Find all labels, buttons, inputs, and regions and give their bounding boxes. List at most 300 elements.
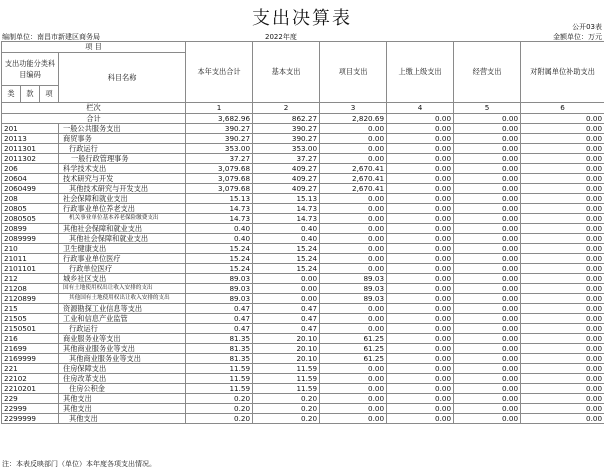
row-value: 0.00	[454, 394, 521, 404]
row-name: 科学技术支出	[59, 164, 186, 174]
row-value: 0.00	[387, 254, 454, 264]
row-value: 0.00	[320, 374, 387, 384]
row-name: 行政事业单位养老支出	[59, 204, 186, 214]
lei-header: 类	[2, 86, 21, 103]
row-code: 2120899	[2, 294, 59, 304]
row-value: 0.00	[521, 394, 604, 404]
row-value: 11.59	[253, 384, 320, 394]
row-value: 0.00	[521, 154, 604, 164]
row-value: 0.00	[521, 274, 604, 284]
row-value: 89.03	[186, 294, 253, 304]
row-name: 其他社会保障和就业支出	[59, 234, 186, 244]
total-label: 合计	[2, 114, 186, 124]
row-code: 208	[2, 194, 59, 204]
table-row	[2, 184, 604, 194]
table-row	[2, 134, 604, 144]
total-value: 2,820.69	[320, 114, 387, 124]
table-row	[2, 364, 604, 374]
row-value: 0.00	[320, 224, 387, 234]
row-code: 22102	[2, 374, 59, 384]
row-value: 0.00	[320, 244, 387, 254]
row-name: 技术研究与开发	[59, 174, 186, 184]
row-code: 20899	[2, 224, 59, 234]
row-name: 住房公积金	[59, 384, 186, 394]
row-value: 0.00	[521, 204, 604, 214]
row-name: 其他商业服务业等支出	[59, 344, 186, 354]
table-row	[2, 284, 604, 294]
row-value: 409.27	[253, 174, 320, 184]
row-value: 0.00	[320, 254, 387, 264]
row-value: 61.25	[320, 334, 387, 344]
row-value: 0.00	[253, 284, 320, 294]
table-row	[2, 384, 604, 394]
row-value: 0.00	[454, 314, 521, 324]
table-row	[2, 214, 604, 224]
row-value: 353.00	[186, 144, 253, 154]
row-value: 0.00	[521, 124, 604, 134]
row-value: 0.00	[320, 194, 387, 204]
row-code: 216	[2, 334, 59, 344]
row-value: 81.35	[186, 354, 253, 364]
row-code: 206	[2, 164, 59, 174]
row-value: 0.47	[253, 314, 320, 324]
row-value: 0.00	[521, 344, 604, 354]
row-value: 0.00	[454, 374, 521, 384]
project-header: 项 目	[2, 42, 186, 53]
row-value: 0.00	[521, 194, 604, 204]
col-header-project: 项目支出	[320, 42, 387, 103]
row-value: 0.00	[521, 224, 604, 234]
footnote: 注：本表反映部门（单位）本年度各项支出情况。	[2, 459, 156, 469]
row-value: 11.59	[253, 364, 320, 374]
row-value: 0.00	[387, 134, 454, 144]
row-code: 212	[2, 274, 59, 284]
col-num: 2	[253, 103, 320, 114]
row-value: 0.00	[387, 334, 454, 344]
row-value: 0.00	[521, 304, 604, 314]
row-value: 0.00	[454, 324, 521, 334]
table-row	[2, 314, 604, 324]
row-value: 0.00	[454, 184, 521, 194]
row-value: 0.00	[521, 384, 604, 394]
table-row	[2, 224, 604, 234]
row-value: 15.24	[253, 254, 320, 264]
row-value: 0.00	[454, 264, 521, 274]
row-value: 0.00	[521, 404, 604, 414]
total-value: 0.00	[521, 114, 604, 124]
row-value: 0.00	[454, 214, 521, 224]
row-value: 409.27	[253, 164, 320, 174]
row-value: 0.00	[387, 144, 454, 154]
row-value: 2,670.41	[320, 164, 387, 174]
row-value: 37.27	[253, 154, 320, 164]
row-value: 0.00	[387, 214, 454, 224]
col-num: 6	[521, 103, 604, 114]
row-name: 商业服务业等支出	[59, 334, 186, 344]
xiang-header: 项	[40, 86, 59, 103]
row-value: 15.13	[186, 194, 253, 204]
row-value: 89.03	[320, 294, 387, 304]
row-value: 0.00	[387, 314, 454, 324]
total-value: 0.00	[454, 114, 521, 124]
row-value: 0.00	[320, 404, 387, 414]
row-name: 卫生健康支出	[59, 244, 186, 254]
row-value: 3,079.68	[186, 184, 253, 194]
row-value: 0.00	[454, 224, 521, 234]
row-value: 0.00	[320, 384, 387, 394]
row-value: 0.00	[387, 244, 454, 254]
row-value: 0.00	[521, 314, 604, 324]
row-value: 11.59	[253, 374, 320, 384]
page-title: 支出决算表	[0, 4, 604, 30]
row-name: 一般行政管理事务	[59, 154, 186, 164]
row-value: 0.00	[521, 254, 604, 264]
row-value: 0.47	[186, 314, 253, 324]
row-value: 11.59	[186, 364, 253, 374]
row-value: 390.27	[186, 134, 253, 144]
row-value: 11.59	[186, 384, 253, 394]
table-row	[2, 124, 604, 134]
row-code: 2080505	[2, 214, 59, 224]
table-row	[2, 294, 604, 304]
row-value: 0.00	[454, 364, 521, 374]
row-value: 0.47	[253, 304, 320, 314]
row-value: 11.59	[186, 374, 253, 384]
row-name: 其他技术研究与开发支出	[59, 184, 186, 194]
col-header-operating: 经营支出	[454, 42, 521, 103]
table-row	[2, 264, 604, 274]
row-value: 0.00	[454, 414, 521, 424]
row-value: 0.40	[186, 224, 253, 234]
row-value: 14.73	[253, 214, 320, 224]
row-value: 0.00	[320, 304, 387, 314]
row-value: 0.00	[320, 234, 387, 244]
row-value: 89.03	[320, 284, 387, 294]
expenditure-table	[1, 41, 604, 424]
row-value: 0.00	[387, 284, 454, 294]
row-value: 0.00	[320, 324, 387, 334]
row-value: 0.00	[521, 164, 604, 174]
row-name: 一般公共服务支出	[59, 124, 186, 134]
row-code: 210	[2, 244, 59, 254]
row-code: 215	[2, 304, 59, 314]
total-value: 3,682.96	[186, 114, 253, 124]
row-value: 0.00	[521, 214, 604, 224]
row-value: 0.00	[320, 414, 387, 424]
row-value: 0.00	[387, 264, 454, 274]
row-value: 0.00	[387, 274, 454, 284]
table-row	[2, 234, 604, 244]
row-value: 0.00	[521, 234, 604, 244]
row-value: 0.00	[521, 354, 604, 364]
kuan-header: 款	[21, 86, 40, 103]
row-value: 0.00	[454, 124, 521, 134]
row-value: 15.24	[186, 244, 253, 254]
col-header-subsidy: 对附属单位补助支出	[521, 42, 604, 103]
row-name: 机关事业单位基本养老保险缴费支出	[59, 214, 186, 224]
row-value: 14.73	[186, 214, 253, 224]
row-name: 其他支出	[59, 414, 186, 424]
row-value: 0.00	[320, 214, 387, 224]
row-value: 20.10	[253, 354, 320, 364]
lanci-label: 栏次	[2, 103, 186, 114]
row-value: 89.03	[186, 284, 253, 294]
row-code: 229	[2, 394, 59, 404]
row-value: 0.00	[387, 304, 454, 314]
row-value: 0.00	[454, 334, 521, 344]
row-name: 国有土地使用权出让收入安排的支出	[59, 284, 186, 294]
row-value: 0.00	[521, 144, 604, 154]
row-value: 0.40	[253, 234, 320, 244]
row-value: 0.00	[454, 344, 521, 354]
table-row	[2, 394, 604, 404]
row-code: 21208	[2, 284, 59, 294]
table-row	[2, 324, 604, 334]
row-value: 0.00	[320, 364, 387, 374]
row-value: 3,079.68	[186, 174, 253, 184]
table-row	[2, 244, 604, 254]
table-row	[2, 194, 604, 204]
table-row	[2, 274, 604, 284]
col-header-total: 本年支出合计	[186, 42, 253, 103]
row-code: 21699	[2, 344, 59, 354]
row-value: 0.20	[186, 394, 253, 404]
row-value: 390.27	[186, 124, 253, 134]
table-row	[2, 414, 604, 424]
row-code: 2150501	[2, 324, 59, 334]
row-value: 353.00	[253, 144, 320, 154]
row-value: 0.00	[521, 184, 604, 194]
row-value: 0.00	[253, 274, 320, 284]
row-value: 14.73	[253, 204, 320, 214]
row-value: 81.35	[186, 344, 253, 354]
row-value: 0.20	[253, 394, 320, 404]
col-num: 3	[320, 103, 387, 114]
row-name: 住房改革支出	[59, 374, 186, 384]
currency-unit: 金额单位：万元	[553, 32, 602, 42]
row-value: 0.00	[521, 364, 604, 374]
row-name: 资源勘探工业信息等支出	[59, 304, 186, 314]
row-value: 0.47	[186, 304, 253, 314]
row-name: 住房保障支出	[59, 364, 186, 374]
table-row	[2, 204, 604, 214]
row-value: 0.47	[253, 324, 320, 334]
row-value: 0.00	[320, 124, 387, 134]
row-value: 0.20	[186, 404, 253, 414]
row-value: 0.00	[387, 374, 454, 384]
row-value: 0.00	[521, 174, 604, 184]
row-value: 0.00	[253, 294, 320, 304]
row-value: 0.00	[454, 274, 521, 284]
row-value: 20.10	[253, 344, 320, 354]
row-value: 2,670.41	[320, 184, 387, 194]
row-value: 0.00	[454, 194, 521, 204]
row-value: 390.27	[253, 124, 320, 134]
row-value: 0.00	[521, 284, 604, 294]
row-code: 21505	[2, 314, 59, 324]
row-name: 商贸事务	[59, 134, 186, 144]
row-code: 21011	[2, 254, 59, 264]
row-value: 0.00	[454, 404, 521, 414]
row-value: 0.00	[454, 304, 521, 314]
row-code: 2210201	[2, 384, 59, 394]
row-value: 0.00	[320, 144, 387, 154]
form-number: 公开03表	[572, 22, 602, 32]
row-value: 14.73	[186, 204, 253, 214]
col-num: 5	[454, 103, 521, 114]
row-value: 0.00	[454, 164, 521, 174]
row-name: 其他国有土地使用权出让收入安排的支出	[59, 294, 186, 304]
row-value: 0.00	[454, 284, 521, 294]
row-value: 0.00	[387, 234, 454, 244]
row-value: 0.00	[387, 384, 454, 394]
row-name: 社会保障和就业支出	[59, 194, 186, 204]
row-value: 0.00	[454, 244, 521, 254]
row-value: 0.00	[454, 294, 521, 304]
row-value: 0.00	[521, 244, 604, 254]
total-row	[2, 114, 604, 124]
row-name: 工业和信息产业监管	[59, 314, 186, 324]
fiscal-year: 2022年度	[265, 32, 297, 42]
row-value: 15.24	[186, 264, 253, 274]
row-value: 0.00	[387, 204, 454, 214]
row-value: 0.20	[253, 414, 320, 424]
row-name: 其他社会保障和就业支出	[59, 224, 186, 234]
row-value: 37.27	[186, 154, 253, 164]
row-code: 2011302	[2, 154, 59, 164]
col-num: 4	[387, 103, 454, 114]
table-row	[2, 404, 604, 414]
row-value: 0.00	[320, 134, 387, 144]
table-row	[2, 154, 604, 164]
row-code: 20113	[2, 134, 59, 144]
row-code: 2169999	[2, 354, 59, 364]
total-value: 862.27	[253, 114, 320, 124]
table-row	[2, 374, 604, 384]
row-value: 0.00	[454, 384, 521, 394]
row-value: 0.00	[320, 154, 387, 164]
table-body	[2, 114, 604, 424]
row-value: 0.00	[521, 324, 604, 334]
row-value: 0.00	[387, 364, 454, 374]
col-header-upper: 上缴上级支出	[387, 42, 454, 103]
table-row	[2, 344, 604, 354]
row-value: 0.00	[454, 134, 521, 144]
row-value: 0.00	[387, 174, 454, 184]
row-value: 0.00	[320, 314, 387, 324]
row-code: 20604	[2, 174, 59, 184]
row-code: 22999	[2, 404, 59, 414]
row-name: 其他商业服务业等支出	[59, 354, 186, 364]
row-code: 2060499	[2, 184, 59, 194]
row-value: 81.35	[186, 334, 253, 344]
row-code: 221	[2, 364, 59, 374]
table-row	[2, 254, 604, 264]
row-code: 20805	[2, 204, 59, 214]
row-value: 0.00	[387, 414, 454, 424]
row-name: 行政事业单位医疗	[59, 254, 186, 264]
row-value: 0.00	[387, 124, 454, 134]
row-value: 0.00	[387, 394, 454, 404]
row-value: 409.27	[253, 184, 320, 194]
row-value: 0.00	[387, 344, 454, 354]
row-value: 0.00	[454, 174, 521, 184]
row-value: 0.00	[521, 334, 604, 344]
row-value: 0.00	[521, 374, 604, 384]
row-value: 0.00	[454, 204, 521, 214]
row-value: 61.25	[320, 344, 387, 354]
row-value: 0.00	[387, 294, 454, 304]
reporting-unit: 编制单位：南昌市新建区商务局	[2, 32, 100, 42]
row-value: 0.00	[320, 204, 387, 214]
row-value: 15.24	[253, 244, 320, 254]
row-value: 0.47	[186, 324, 253, 334]
row-code: 2089999	[2, 234, 59, 244]
row-value: 15.24	[253, 264, 320, 274]
row-value: 89.03	[186, 274, 253, 284]
row-value: 0.00	[387, 194, 454, 204]
row-value: 20.10	[253, 334, 320, 344]
row-value: 0.00	[387, 324, 454, 334]
row-value: 0.40	[253, 224, 320, 234]
col-num: 1	[186, 103, 253, 114]
row-value: 0.00	[387, 404, 454, 414]
total-value: 0.00	[387, 114, 454, 124]
row-value: 0.00	[320, 394, 387, 404]
row-value: 0.00	[454, 154, 521, 164]
row-value: 0.00	[387, 184, 454, 194]
row-value: 0.00	[387, 354, 454, 364]
class-code-header: 支出功能分类科目编码	[2, 53, 59, 86]
row-name: 行政单位医疗	[59, 264, 186, 274]
col-header-basic: 基本支出	[253, 42, 320, 103]
subject-name-header: 科目名称	[59, 53, 186, 103]
row-value: 0.20	[186, 414, 253, 424]
row-value: 61.25	[320, 354, 387, 364]
row-name: 城乡社区支出	[59, 274, 186, 284]
row-value: 2,670.41	[320, 174, 387, 184]
table-row	[2, 164, 604, 174]
table-row	[2, 304, 604, 314]
row-value: 0.00	[454, 254, 521, 264]
row-value: 0.00	[521, 264, 604, 274]
row-value: 0.40	[186, 234, 253, 244]
row-value: 0.00	[387, 154, 454, 164]
row-code: 2101101	[2, 264, 59, 274]
row-name: 其他支出	[59, 404, 186, 414]
row-value: 89.03	[320, 274, 387, 284]
row-value: 0.00	[387, 164, 454, 174]
table-row	[2, 334, 604, 344]
table-row	[2, 144, 604, 154]
row-value: 0.20	[253, 404, 320, 414]
row-name: 行政运行	[59, 144, 186, 154]
row-value: 390.27	[253, 134, 320, 144]
row-value: 3,079.68	[186, 164, 253, 174]
row-name: 行政运行	[59, 324, 186, 334]
row-value: 0.00	[454, 234, 521, 244]
row-name: 其他支出	[59, 394, 186, 404]
row-value: 15.13	[253, 194, 320, 204]
row-value: 0.00	[454, 354, 521, 364]
row-value: 15.24	[186, 254, 253, 264]
row-value: 0.00	[320, 264, 387, 274]
row-value: 0.00	[521, 134, 604, 144]
row-code: 2299999	[2, 414, 59, 424]
row-value: 0.00	[454, 144, 521, 154]
table-row	[2, 354, 604, 364]
row-code: 201	[2, 124, 59, 134]
